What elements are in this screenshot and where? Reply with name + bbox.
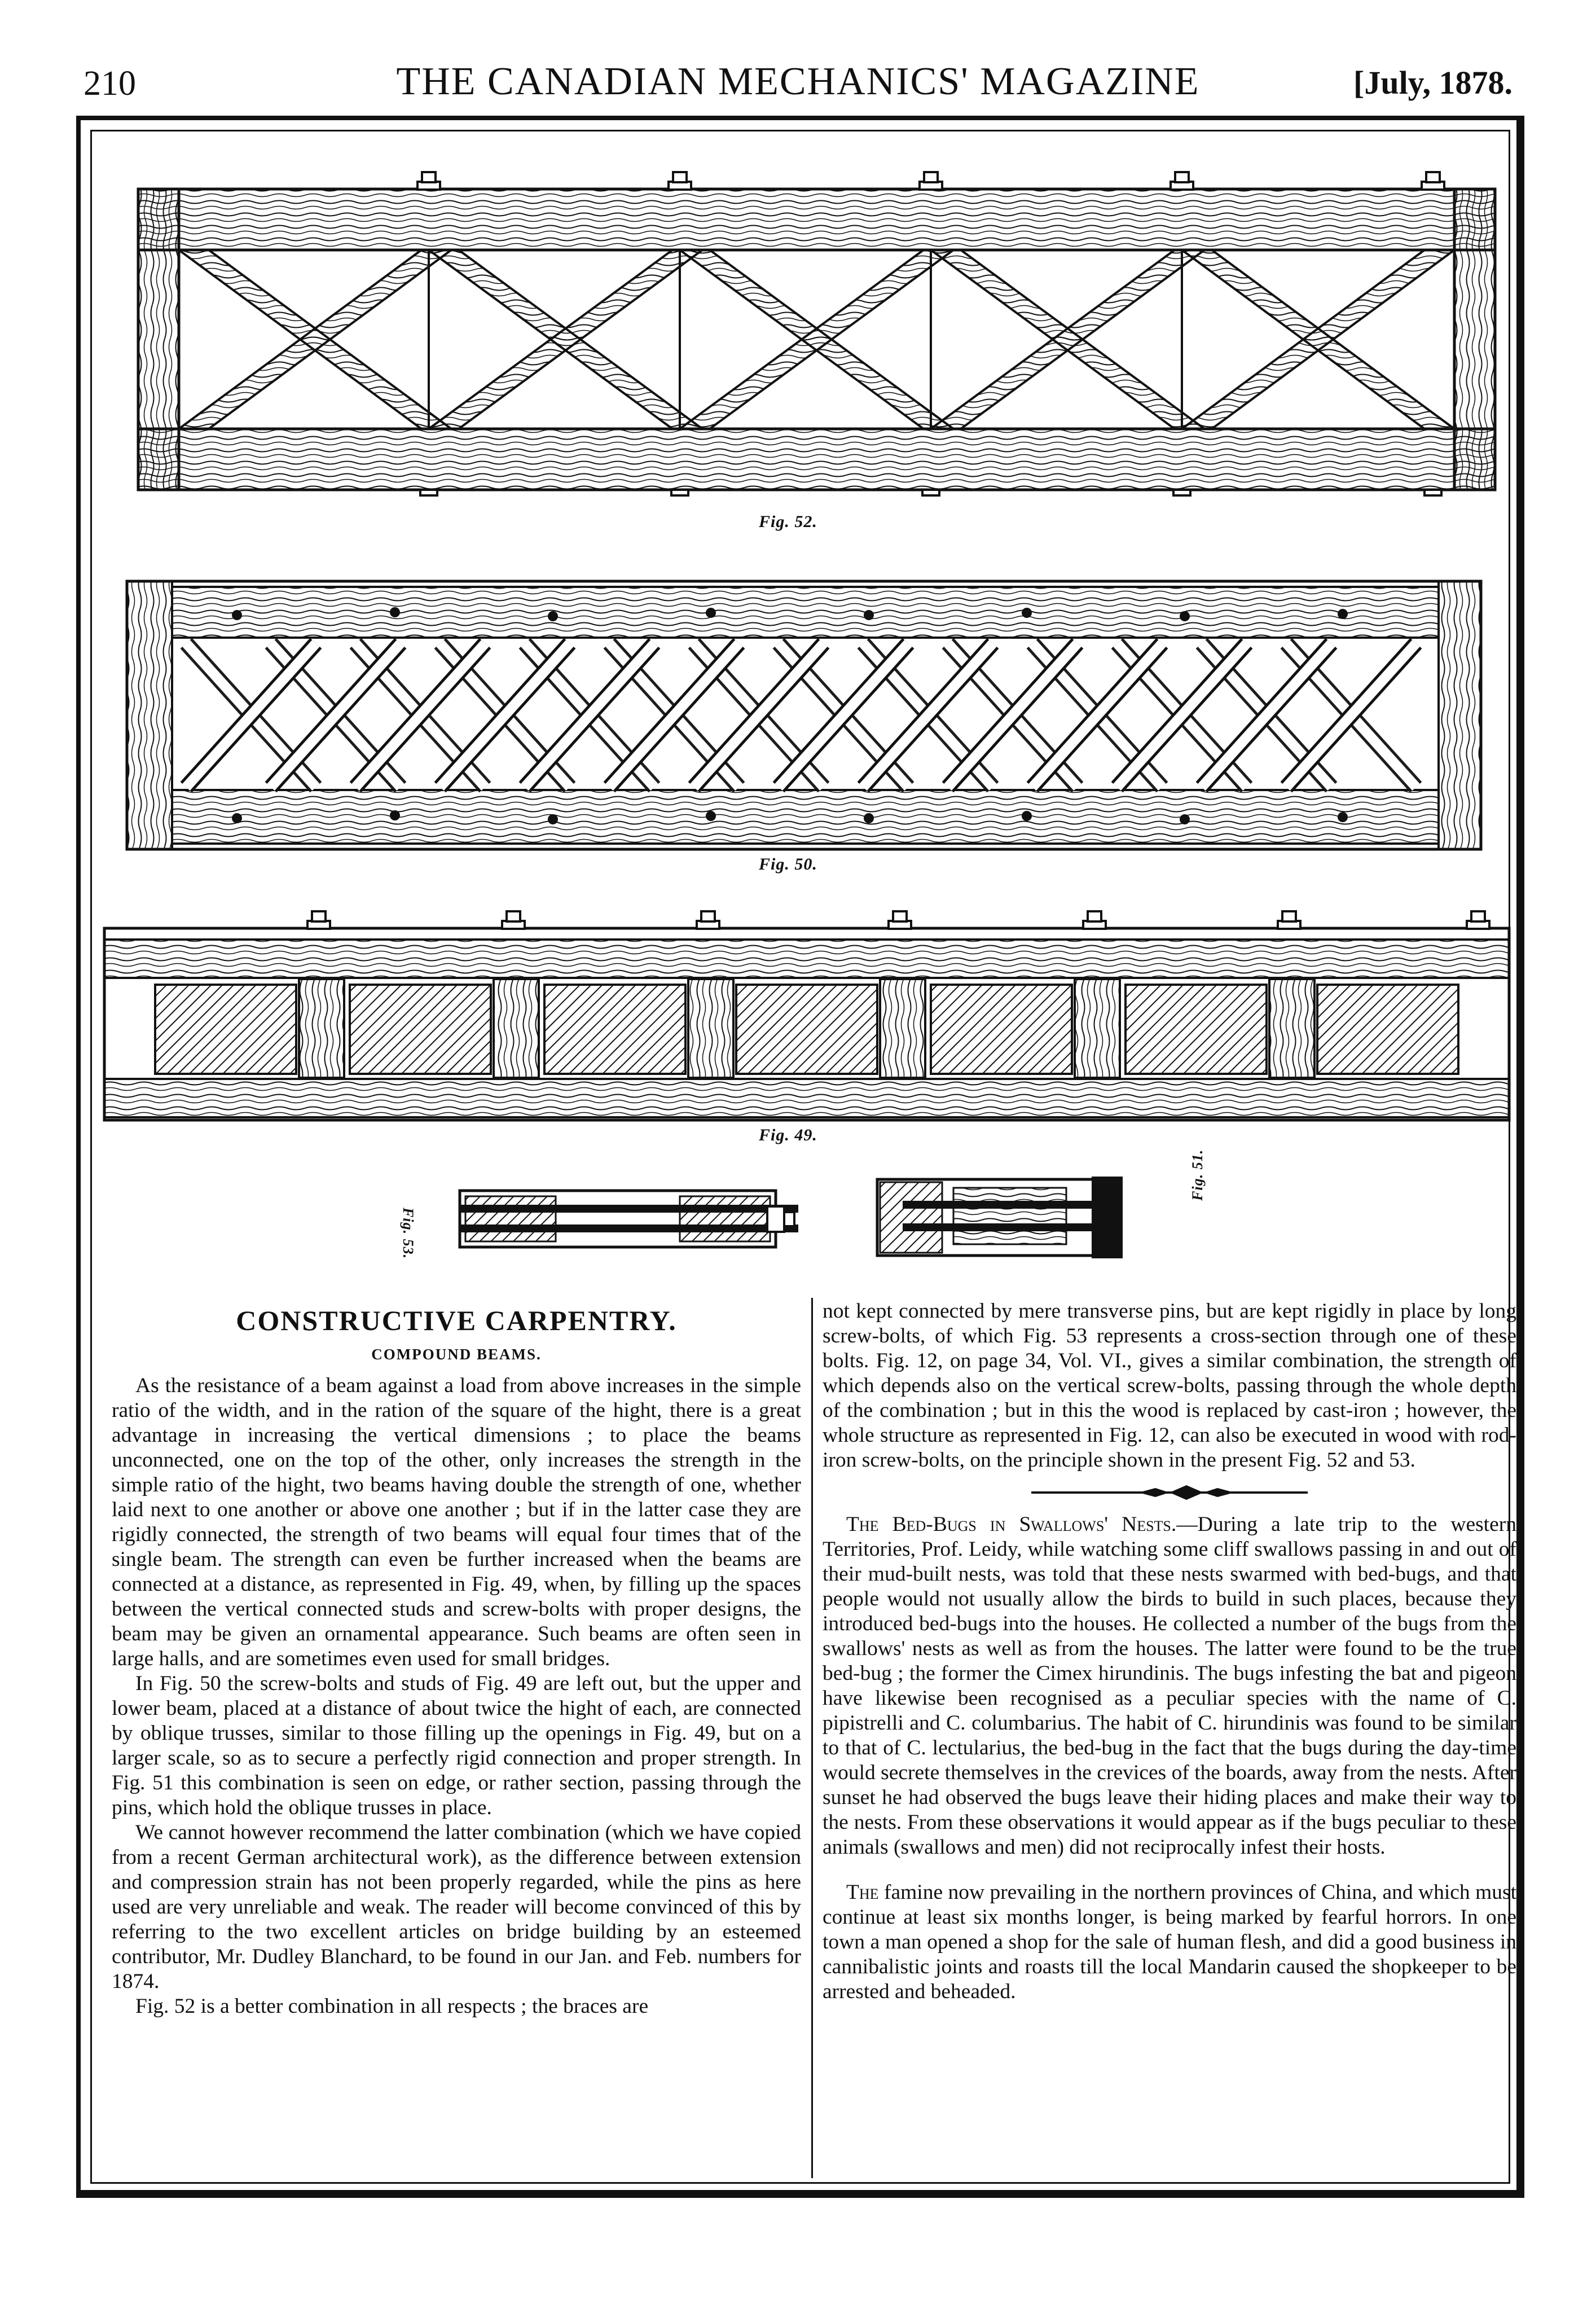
page-number: 210 <box>83 64 136 103</box>
column-divider <box>811 1298 813 2178</box>
article-paragraph: As the resistance of a beam against a load from above increases in the simple ratio of the width, and in the ration of the square of the hight, there is a great advantage in increasing the vertical dimensions ; to place the beams unconnected, one on the top of the other, only increases the strength in the simple ratio of the hight, two beams having double the strength of one, whether laid next to one another or above one another ; but if in the latter case they are rigidly connected, the strength of two beams will equal four times that of the single beam. The strength can even be further increased when the beams are connected at a distance, as represented in Fig. 49, when, by filling up the spaces between the vertical connected studs and screw-bolts with proper designs, the beam may be given an ornamental appearance. Such beams are often seen in large halls, and are sometimes even used for small bridges. <box>112 1374 801 1670</box>
famine-paragraph <box>823 1880 1516 2004</box>
article-title: CONSTRUCTIVE CARPENTRY. <box>236 1305 677 1336</box>
figure-53 <box>460 1191 798 1247</box>
article-right-column <box>823 1299 1516 2004</box>
article-paragraph: We cannot however recommend the latter combination (which we have copied from a recent German architectural work), as the difference between extension and compression strain has not been properly regarded, while the pins as here used are very unreliable and weak. The reader will become convinced of this by referring to the two excellent articles on bridge building by an esteemed contributor, Mr. Dudley Blanchard, to be found in our Jan. and Feb. numbers for 1874. <box>112 1821 801 1993</box>
article-paragraph: In Fig. 50 the screw-bolts and studs of Fig. 49 are left out, but the upper and lower beam, placed at a distance of about twice the hight of each, are connected by oblique trusses, similar to those filling up the openings in Fig. 49, but on a larger scale, so as to secure a perfectly rigid connection and proper strength. In Fig. 51 this combination is seen on edge, or rather section, passing through the pins, which hold the oblique trusses in place. <box>112 1672 801 1819</box>
magazine-title: THE CANADIAN MECHANICS' MAGAZINE <box>396 60 1200 103</box>
article-paragraph: Fig. 52 is a better combination in all respects ; the braces are <box>135 1995 649 2018</box>
figure-52 <box>138 172 1495 495</box>
heading-dash: — <box>1176 1513 1198 1536</box>
caption-fig-52: Fig. 52. <box>759 512 817 531</box>
figure-49 <box>104 911 1509 1120</box>
section-ornament <box>823 1473 1516 1512</box>
figure-51 <box>877 1177 1123 1258</box>
famine-lead: The <box>846 1881 879 1904</box>
famine-text: famine now prevailing in the northern provinces of China, and which must continue at least six months longer, is being marked by fearful horrors. In one town a man opened a shop for the sale of human flesh, and did a good business in cannibalistic joints and roasts till the local Mandarin caused the shopkeeper to be arrested and beheaded. <box>823 1881 1516 2003</box>
bedbugs-paragraph <box>823 1512 1516 1860</box>
issue-date: [July, 1878. <box>1353 64 1513 101</box>
article-subtitle: COMPOUND BEAMS. <box>371 1346 542 1363</box>
caption-fig-53: Fig. 53. <box>400 1208 416 1259</box>
paragraph-gap <box>823 1860 1516 1880</box>
caption-fig-50: Fig. 50. <box>759 855 817 874</box>
article-continuation: not kept connected by mere transverse pins, but are kept rigidly in place by long screw-bolts, of which Fig. 53 represents a cross-section through one of these bolts. Fig. 12, on page 34, Vol. VI., gives a similar combination, the strength of which depends also on the vertical screw-bolts, passing through the whole depth of the combination ; but in this the wood is replaced by cast-iron ; however, the whole structure as represented in Fig. 12, can also be executed in wood with rod-iron screw-bolts, on the principle shown in the present Fig. 52 and 53. <box>823 1300 1516 1472</box>
figure-50 <box>127 581 1481 849</box>
caption-fig-51: Fig. 51. <box>1189 1149 1206 1201</box>
divider-ornament <box>823 1473 1516 1512</box>
bedbugs-heading: The Bed-Bugs in Swallows' Nests. <box>846 1513 1177 1536</box>
article-left-column <box>112 1303 801 2019</box>
caption-fig-49: Fig. 49. <box>759 1126 817 1144</box>
bedbugs-text: During a late trip to the western Territories, Prof. Leidy, while watching some cliff swallows passing in and out of their mud-built nests, was told that these nests swarmed with bed-bugs, and that people would not usually allow the birds to build in such places, because they introduced bed-bugs into the houses. He collected a number of the bugs from the swallows' nests as well as from the houses. The latter were found to be the true bed-bug ; the former the Cimex hirundinis. The bugs infesting the bat and pigeon have likewise been recognised as a peculiar species with the name of C. pipistrelli and C. columbarius. The habit of C. hirundinis was found to be similar to that of C. lectularius, the bed-bug in the fact that the bugs during the day-time would secrete themselves in the crevices of the boards, away from the nests. After sunset he had observed the bugs leave their hiding places and make their way to the nests. From these observations it would appear as if the bugs peculiar to these animals (swallows and men) did not reciprocally infest their hosts. <box>823 1513 1516 1859</box>
